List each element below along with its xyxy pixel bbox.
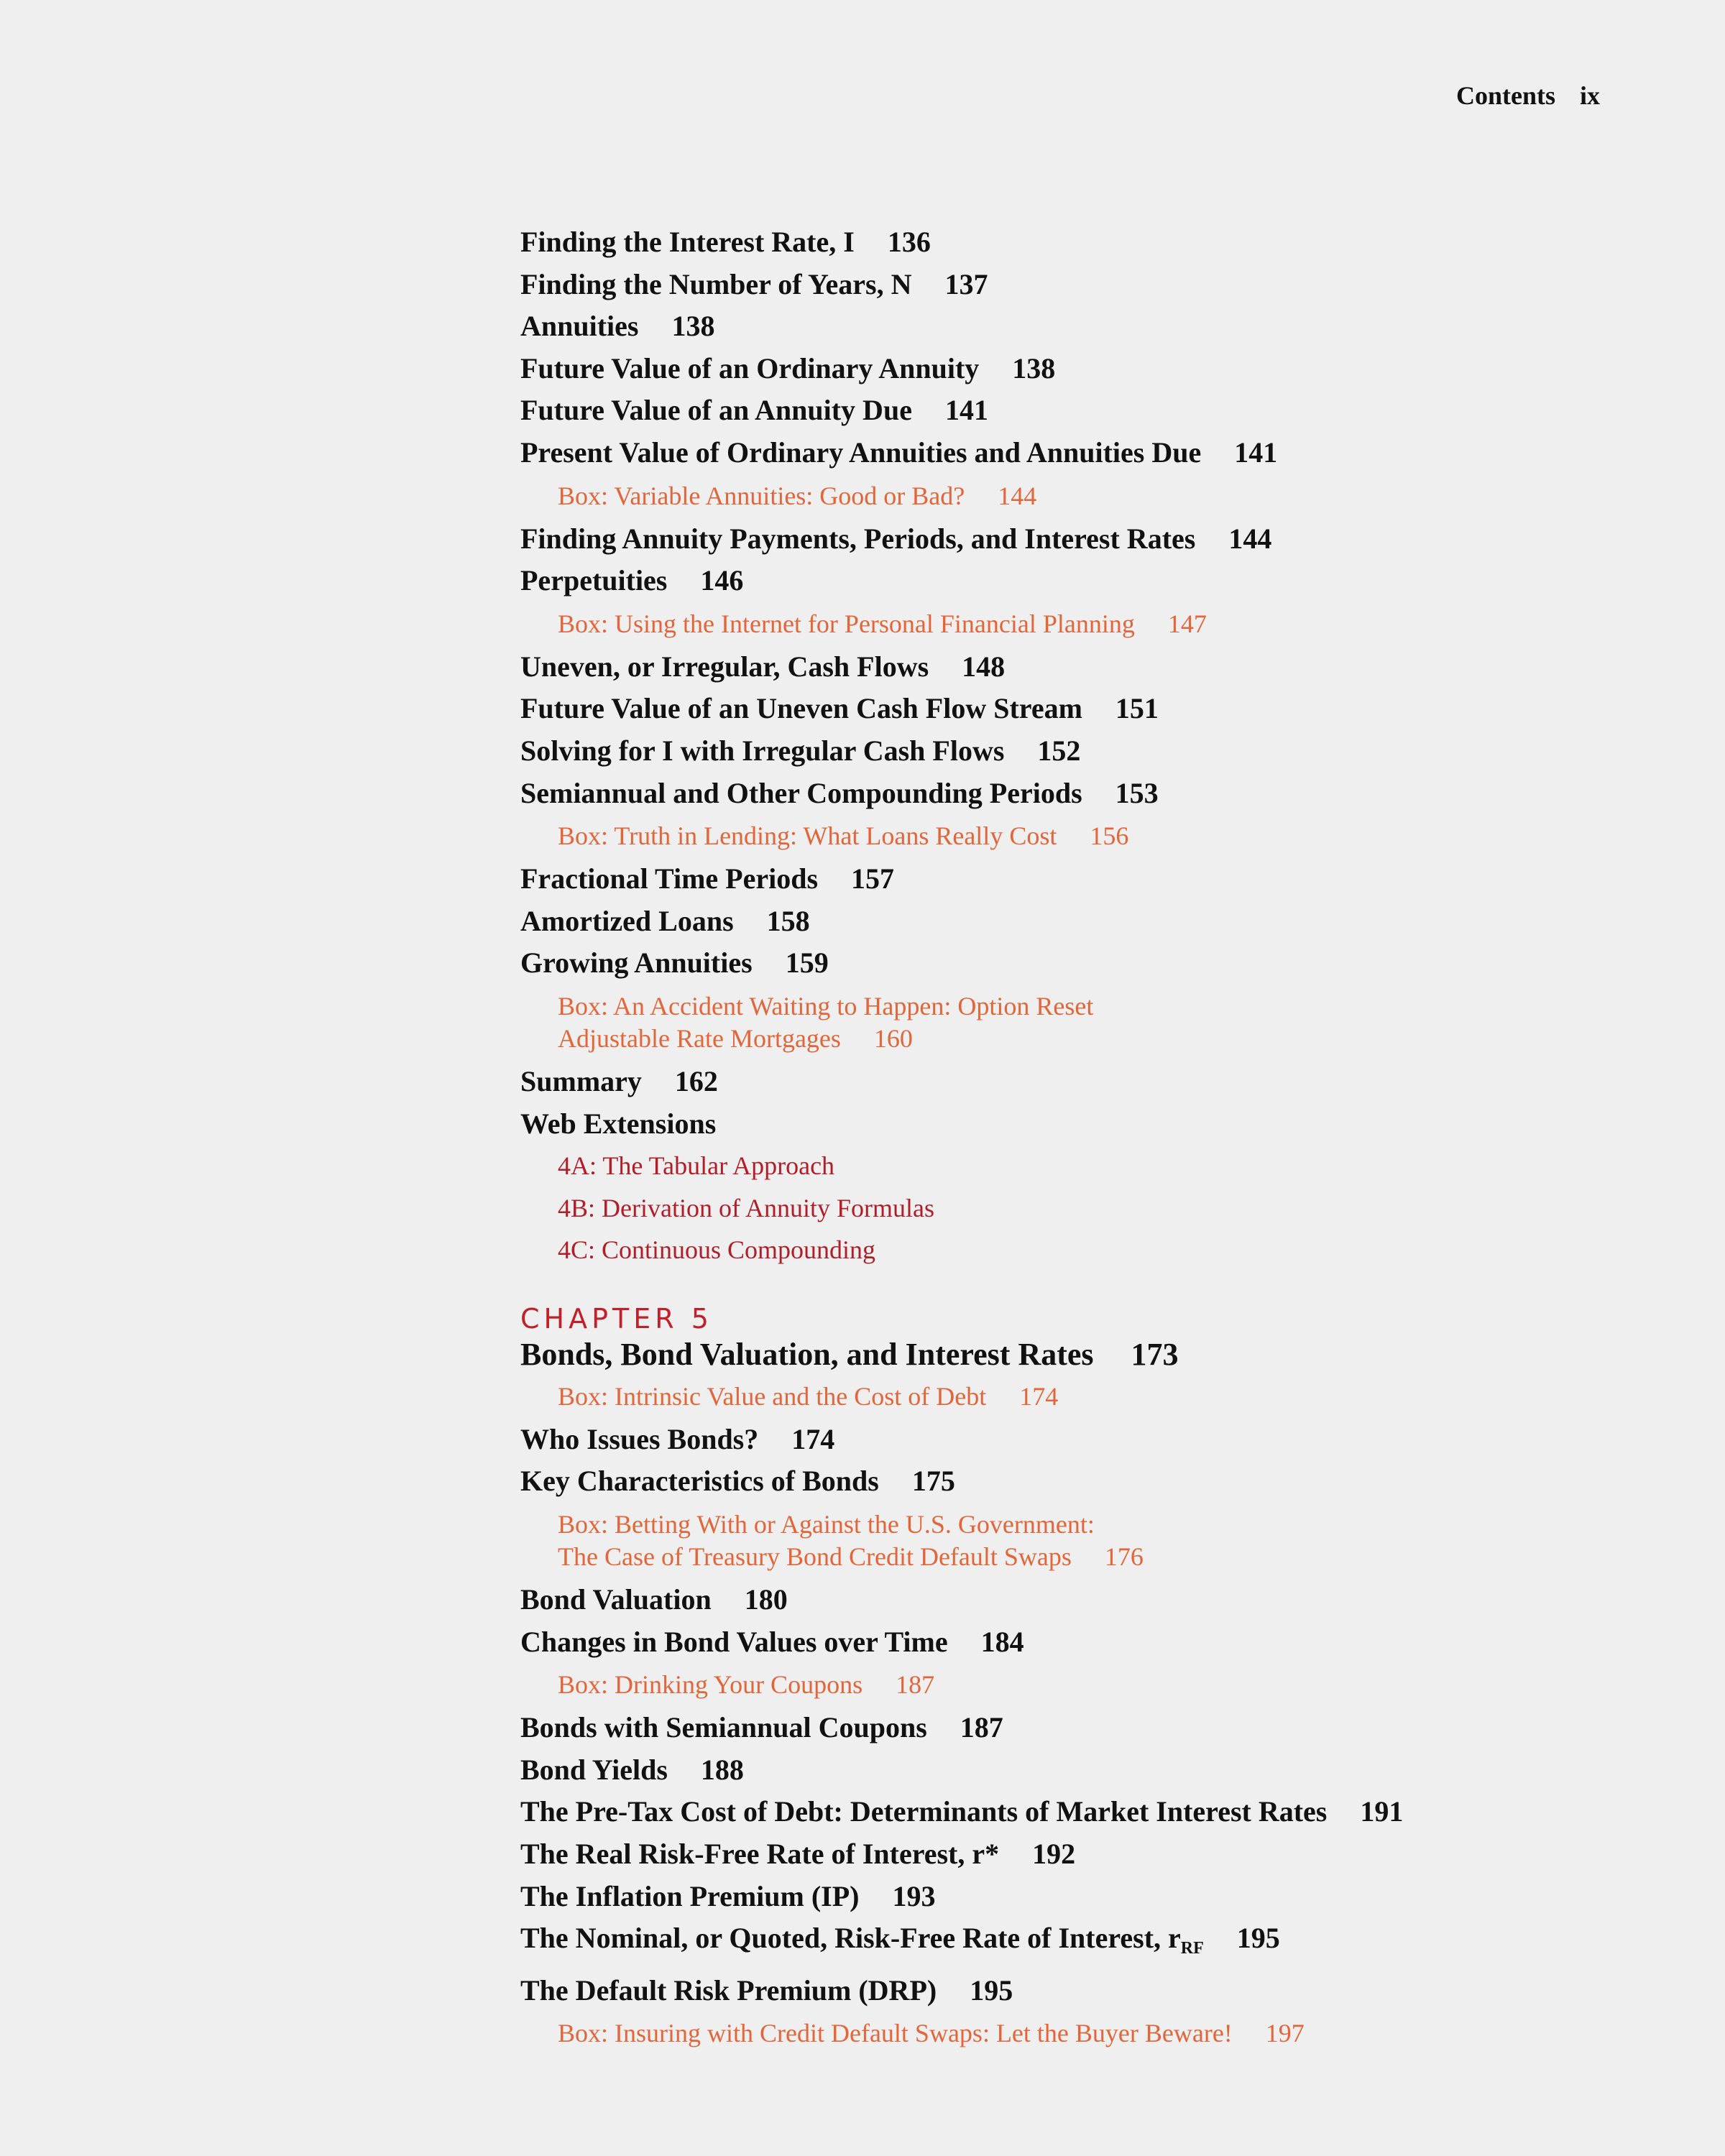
toc-entry-page: 187 bbox=[960, 1711, 1003, 1744]
toc-entry[interactable] bbox=[520, 305, 1642, 348]
toc-box-line bbox=[558, 1381, 1642, 1413]
toc-entry[interactable] bbox=[520, 1707, 1642, 1749]
toc-entry-title: Growing Annuities bbox=[520, 946, 753, 980]
toc-box-page: 160 bbox=[873, 1023, 913, 1053]
toc-entry-title: Fractional Time Periods bbox=[520, 862, 819, 895]
toc-entry-page: 136 bbox=[887, 226, 931, 258]
toc-entry-page: 184 bbox=[980, 1625, 1024, 1658]
toc-entry[interactable] bbox=[520, 1103, 1642, 1146]
toc-entry-title: Finding the Number of Years, N bbox=[520, 267, 912, 300]
toc-entry[interactable] bbox=[520, 1970, 1642, 2012]
toc-entry[interactable] bbox=[520, 1579, 1642, 1621]
toc-entry-title: Changes in Bond Values over Time bbox=[520, 1625, 948, 1658]
toc-box-page: 176 bbox=[1104, 1542, 1144, 1572]
toc-entry-title: Semiannual and Other Compounding Periods bbox=[520, 776, 1082, 809]
toc-entry[interactable] bbox=[520, 390, 1642, 432]
toc-entry-title: Perpetuities bbox=[520, 564, 668, 597]
toc-box-line bbox=[558, 608, 1642, 640]
toc-entry-page: 193 bbox=[892, 1879, 936, 1912]
toc-entry-page: 175 bbox=[911, 1465, 955, 1498]
toc-box-page: 156 bbox=[1090, 821, 1129, 851]
toc-entry-title: Future Value of an Annuity Due bbox=[520, 394, 912, 427]
toc-entry-page: 159 bbox=[785, 946, 829, 980]
toc-entry-title: Future Value of an Ordinary Annuity bbox=[520, 351, 980, 384]
toc-box-text: Adjustable Rate Mortgages bbox=[558, 1023, 841, 1053]
toc-entry-title: Bonds with Semiannual Coupons bbox=[520, 1711, 927, 1744]
toc-entry-page: 158 bbox=[766, 904, 810, 937]
toc-box-text: Box: Variable Annuities: Good or Bad? bbox=[558, 481, 965, 510]
toc-entry-page: 138 bbox=[1012, 351, 1056, 384]
toc-web-extension-title: 4B: Derivation of Annuity Formulas bbox=[558, 1193, 934, 1222]
toc-entry-page: 141 bbox=[944, 394, 988, 427]
toc-box-text: Box: Using the Internet for Personal Financial Planning bbox=[558, 609, 1135, 638]
chapter-title-page: 173 bbox=[1131, 1336, 1179, 1372]
toc-entry-title: Summary bbox=[520, 1064, 642, 1097]
toc-entry-title: Solving for I with Irregular Cash Flows bbox=[520, 734, 1005, 767]
toc-entry[interactable] bbox=[520, 1917, 1642, 1970]
toc-entry-page: 188 bbox=[700, 1753, 744, 1786]
toc-entry-page: 137 bbox=[944, 267, 988, 300]
toc-entry[interactable] bbox=[520, 688, 1642, 730]
toc-box-entry[interactable] bbox=[558, 474, 1642, 518]
toc-entry[interactable] bbox=[520, 1460, 1642, 1503]
toc-entry[interactable] bbox=[520, 432, 1642, 474]
toc-entry[interactable] bbox=[520, 858, 1642, 900]
toc-entry[interactable] bbox=[520, 1419, 1642, 1461]
toc-box-entry[interactable] bbox=[558, 1503, 1642, 1579]
running-head-title: Contents bbox=[1455, 81, 1555, 110]
chapter-title-text: Bonds, Bond Valuation, and Interest Rates bbox=[520, 1336, 1094, 1372]
toc-entry[interactable] bbox=[520, 1749, 1642, 1792]
chapter-label: CHAPTER 5 bbox=[520, 1302, 713, 1335]
running-head bbox=[1456, 80, 1600, 111]
toc-web-extension-title: 4C: Continuous Compounding bbox=[558, 1235, 876, 1265]
toc-entry-title: Future Value of an Uneven Cash Flow Stream bbox=[520, 692, 1082, 725]
toc-entry-title: Web Extensions bbox=[520, 1107, 717, 1140]
toc-entry[interactable] bbox=[520, 221, 1642, 264]
toc-entry[interactable] bbox=[520, 1621, 1642, 1664]
toc-box-text: Box: Insuring with Credit Default Swaps: Let the Buyer Beware! bbox=[558, 2019, 1233, 2048]
toc-entry-title: The Default Risk Premium (DRP) bbox=[520, 1973, 937, 2007]
toc-entry-page: 174 bbox=[791, 1422, 835, 1455]
toc-box-line: Box: Betting With or Against the U.S. Government: bbox=[558, 1510, 1095, 1539]
toc-entry[interactable] bbox=[520, 1791, 1642, 1833]
toc-box-text: Box: Intrinsic Value and the Cost of Debt bbox=[558, 1381, 987, 1411]
toc-box-line bbox=[558, 1669, 1642, 1701]
toc-entry[interactable] bbox=[520, 646, 1642, 688]
toc-box-page: 197 bbox=[1265, 2019, 1305, 2048]
toc-box-page: 147 bbox=[1167, 609, 1207, 638]
toc-entry-title: Annuities bbox=[520, 310, 639, 343]
toc-entry[interactable] bbox=[520, 560, 1642, 602]
toc-box-line: Box: An Accident Waiting to Happen: Option Reset bbox=[558, 991, 1094, 1021]
toc-entry[interactable] bbox=[520, 1061, 1642, 1103]
toc-box-entry[interactable] bbox=[558, 1663, 1642, 1707]
toc-entry-title: Finding the Interest Rate, I bbox=[520, 226, 855, 258]
toc-entry[interactable] bbox=[520, 942, 1642, 985]
toc-web-extension-title: 4A: The Tabular Approach bbox=[558, 1151, 835, 1181]
toc-box-entry[interactable] bbox=[558, 1375, 1642, 1419]
toc-entry[interactable] bbox=[520, 1833, 1642, 1876]
toc-entry-page: 138 bbox=[671, 310, 715, 343]
toc-entry-page: 152 bbox=[1037, 734, 1081, 767]
toc-box-entry[interactable] bbox=[558, 602, 1642, 646]
toc-entry-title: The Real Risk-Free Rate of Interest, r* bbox=[520, 1838, 1000, 1871]
toc-entry-page: 191 bbox=[1360, 1795, 1404, 1828]
toc-entry-page: 162 bbox=[674, 1064, 718, 1097]
table-of-contents bbox=[520, 221, 1642, 2055]
toc-box-line bbox=[558, 1023, 1642, 1055]
toc-box-page: 187 bbox=[896, 1670, 935, 1700]
toc-entry-page: 192 bbox=[1032, 1838, 1076, 1871]
toc-web-extension[interactable] bbox=[558, 1145, 1642, 1187]
toc-entry[interactable] bbox=[520, 348, 1642, 390]
toc-box-entry[interactable] bbox=[558, 2012, 1642, 2055]
toc-entry-title: The Nominal, or Quoted, Risk-Free Rate of Interest, r bbox=[520, 1922, 1181, 1955]
toc-entry-title: Present Value of Ordinary Annuities and Annuities Due bbox=[520, 436, 1202, 469]
toc-entry-page: 195 bbox=[970, 1973, 1013, 2007]
toc-entry-page: 151 bbox=[1115, 692, 1159, 725]
toc-entry[interactable] bbox=[520, 264, 1642, 306]
toc-entry-title: Who Issues Bonds? bbox=[520, 1422, 759, 1455]
toc-entry-title: Key Characteristics of Bonds bbox=[520, 1465, 879, 1498]
toc-box-page: 144 bbox=[998, 481, 1037, 510]
toc-entry-title: Amortized Loans bbox=[520, 904, 734, 937]
toc-entry-title: The Inflation Premium (IP) bbox=[520, 1879, 860, 1912]
toc-entry[interactable] bbox=[520, 773, 1642, 815]
toc-box-text: The Case of Treasury Bond Credit Default Swaps bbox=[558, 1542, 1072, 1572]
toc-box-line bbox=[558, 480, 1642, 512]
chapter-title[interactable] bbox=[520, 1335, 1642, 1375]
toc-entry-page: 141 bbox=[1234, 436, 1278, 469]
toc-box-line bbox=[558, 2017, 1642, 2050]
toc-box-entry[interactable] bbox=[558, 985, 1642, 1061]
toc-entry-title: Bond Valuation bbox=[520, 1583, 712, 1616]
toc-box-entry[interactable] bbox=[558, 814, 1642, 858]
toc-entry-title: Finding Annuity Payments, Periods, and Interest Rates bbox=[520, 522, 1196, 555]
toc-entry-page: 157 bbox=[851, 862, 895, 895]
toc-entry-page: 146 bbox=[700, 564, 744, 597]
toc-entry-page: 148 bbox=[962, 650, 1006, 683]
toc-entry-title: The Pre-Tax Cost of Debt: Determinants of Market Interest Rates bbox=[520, 1795, 1328, 1828]
toc-entry[interactable] bbox=[520, 1876, 1642, 1918]
toc-entry-page: 153 bbox=[1115, 776, 1159, 809]
toc-entry-page: 180 bbox=[744, 1583, 788, 1616]
toc-web-extension[interactable] bbox=[558, 1187, 1642, 1230]
toc-box-text: Box: Drinking Your Coupons bbox=[558, 1670, 863, 1700]
toc-web-extension[interactable] bbox=[558, 1229, 1642, 1271]
toc-entry-page: 195 bbox=[1236, 1922, 1280, 1955]
toc-entry[interactable] bbox=[520, 730, 1642, 773]
toc-entry[interactable] bbox=[520, 900, 1642, 943]
toc-box-page: 174 bbox=[1019, 1381, 1059, 1411]
toc-entry-title: Uneven, or Irregular, Cash Flows bbox=[520, 650, 929, 683]
running-head-page-number: ix bbox=[1579, 81, 1600, 110]
toc-entry-title: Bond Yields bbox=[520, 1753, 668, 1786]
toc-entry[interactable] bbox=[520, 518, 1642, 561]
toc-box-text: Box: Truth in Lending: What Loans Really Cost bbox=[558, 821, 1057, 851]
toc-entry-page: 144 bbox=[1228, 522, 1272, 555]
toc-box-line bbox=[558, 1541, 1642, 1573]
toc-entry-subscript: RF bbox=[1180, 1939, 1204, 1958]
toc-box-line bbox=[558, 820, 1642, 852]
